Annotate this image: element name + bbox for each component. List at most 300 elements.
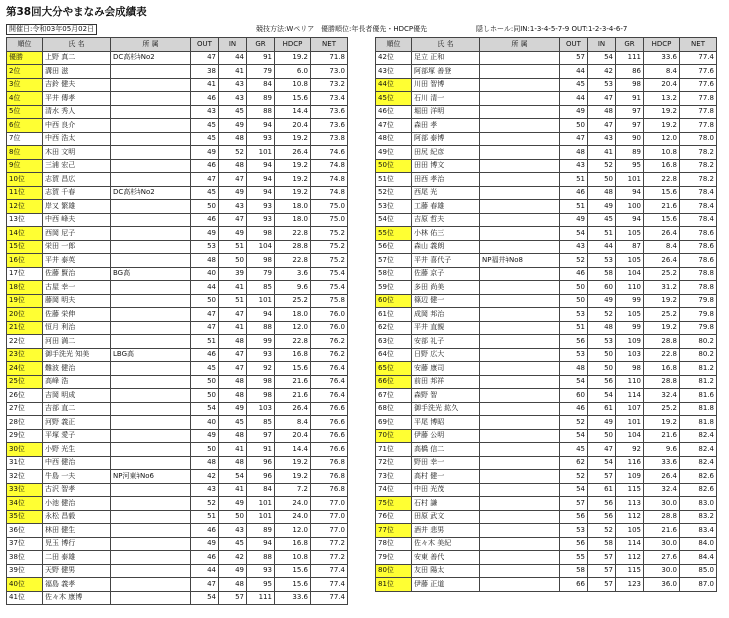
hdcp-cell: 15.6 [275, 564, 311, 578]
name-header: 氏 名 [412, 38, 480, 52]
net-cell: 77.6 [680, 65, 717, 79]
rank-cell: 56位 [376, 240, 412, 254]
out-score-cell: 62 [560, 456, 588, 470]
name-cell: 天野 健男 [43, 564, 111, 578]
rank-cell: 29位 [7, 429, 43, 443]
gross-cell: 99 [247, 335, 275, 349]
out-score-cell: 53 [560, 524, 588, 538]
net-cell: 83.0 [680, 497, 717, 511]
rank-cell: 31位 [7, 456, 43, 470]
out-score-cell: 43 [191, 105, 219, 119]
affiliation-cell [111, 551, 191, 565]
out-score-cell: 38 [191, 65, 219, 79]
table-row [376, 227, 717, 241]
affiliation-cell [480, 281, 560, 295]
gross-cell: 96 [247, 456, 275, 470]
in-score-cell: 54 [219, 470, 247, 484]
rank-cell: 73位 [376, 470, 412, 484]
name-cell: 日野 広大 [412, 348, 480, 362]
in-score-cell: 56 [588, 497, 616, 511]
out-score-cell: 44 [191, 281, 219, 295]
in-score-cell: 54 [588, 51, 616, 65]
in-score-cell: 57 [588, 564, 616, 578]
name-cell: 林田 健生 [43, 524, 111, 538]
name-cell: 高橋 信二 [412, 443, 480, 457]
in-score-cell: 52 [588, 524, 616, 538]
affiliation-cell [480, 429, 560, 443]
affiliation-cell [480, 578, 560, 592]
out-header: OUT [560, 38, 588, 52]
out-score-cell: 66 [560, 578, 588, 592]
out-score-cell: 40 [191, 416, 219, 430]
table-row [7, 119, 348, 133]
table-row [376, 200, 717, 214]
rank-cell: 69位 [376, 416, 412, 430]
affiliation-cell [480, 537, 560, 551]
out-score-cell: 49 [191, 146, 219, 160]
affiliation-cell [480, 321, 560, 335]
gross-cell: 94 [247, 119, 275, 133]
gross-cell: 93 [247, 213, 275, 227]
affiliation-cell: NP河東ｷNo6 [111, 470, 191, 484]
out-score-cell: 45 [560, 443, 588, 457]
table-row [376, 132, 717, 146]
rank-cell: 62位 [376, 321, 412, 335]
gross-cell: 109 [616, 470, 644, 484]
table-row [7, 443, 348, 457]
table-row [7, 294, 348, 308]
rank-cell: 36位 [7, 524, 43, 538]
gross-cell: 115 [616, 483, 644, 497]
affiliation-cell [111, 200, 191, 214]
gross-cell: 115 [616, 564, 644, 578]
affiliation-cell [480, 173, 560, 187]
table-row [376, 456, 717, 470]
out-score-cell: 44 [191, 564, 219, 578]
name-cell: 福島 義孝 [43, 578, 111, 592]
rank-cell: 4位 [7, 92, 43, 106]
out-score-cell: 50 [191, 443, 219, 457]
net-cell: 73.8 [311, 132, 348, 146]
rank-cell: 3位 [7, 78, 43, 92]
name-cell: 佐藤 賢治 [43, 267, 111, 281]
table-row [376, 105, 717, 119]
net-cell: 73.4 [311, 92, 348, 106]
out-score-cell: 43 [560, 240, 588, 254]
gross-cell: 91 [247, 443, 275, 457]
hdcp-cell: 30.0 [644, 537, 680, 551]
gross-cell: 104 [616, 267, 644, 281]
rank-cell: 34位 [7, 497, 43, 511]
gross-cell: 101 [247, 146, 275, 160]
rank-cell: 81位 [376, 578, 412, 592]
net-cell: 78.6 [680, 240, 717, 254]
hdcp-cell: 6.0 [275, 65, 311, 79]
name-cell: 吉岡 明成 [43, 389, 111, 403]
in-score-cell: 45 [219, 537, 247, 551]
rank-cell: 50位 [376, 159, 412, 173]
out-score-cell: 51 [560, 200, 588, 214]
out-score-cell: 52 [191, 497, 219, 511]
in-score-cell: 47 [219, 348, 247, 362]
table-row [7, 591, 348, 605]
affiliation-cell [111, 497, 191, 511]
affiliation-cell [111, 443, 191, 457]
hdcp-cell: 21.6 [644, 200, 680, 214]
rank-cell: 12位 [7, 200, 43, 214]
rank-cell: 23位 [7, 348, 43, 362]
in-score-cell: 45 [588, 213, 616, 227]
affiliation-cell [111, 510, 191, 524]
net-cell: 81.8 [680, 416, 717, 430]
gross-cell: 112 [616, 510, 644, 524]
rank-cell: 37位 [7, 537, 43, 551]
hdcp-cell: 36.0 [644, 578, 680, 592]
affiliation-cell [480, 483, 560, 497]
rank-cell: 70位 [376, 429, 412, 443]
gross-header: GR [616, 38, 644, 52]
table-row [376, 551, 717, 565]
affiliation-cell [480, 389, 560, 403]
name-cell: 古沢 智孝 [43, 483, 111, 497]
gross-cell: 104 [616, 429, 644, 443]
table-row [7, 362, 348, 376]
name-cell: 小池 健治 [43, 497, 111, 511]
gross-cell: 97 [247, 429, 275, 443]
out-score-cell: 44 [560, 65, 588, 79]
name-cell: 吉鈴 健夫 [43, 78, 111, 92]
in-score-cell: 58 [588, 537, 616, 551]
name-cell: 安部 礼子 [412, 335, 480, 349]
gross-cell: 89 [616, 146, 644, 160]
affiliation-cell [111, 578, 191, 592]
out-score-cell: 46 [191, 524, 219, 538]
net-cell: 73.2 [311, 78, 348, 92]
affiliation-cell [480, 146, 560, 160]
name-cell: 平尾 博昭 [412, 416, 480, 430]
in-header: IN [219, 38, 247, 52]
table-row [7, 389, 348, 403]
net-cell: 76.4 [311, 362, 348, 376]
table-row [7, 470, 348, 484]
rank-cell: 32位 [7, 470, 43, 484]
table-row [7, 51, 348, 65]
hdcp-header: HDCP [644, 38, 680, 52]
out-score-cell: 49 [191, 429, 219, 443]
rank-cell: 55位 [376, 227, 412, 241]
rank-cell: 65位 [376, 362, 412, 376]
name-cell: 中西 良介 [43, 119, 111, 133]
rank-cell: 78位 [376, 537, 412, 551]
ranking-priority: 優勝順位:年長者優先・HDCP優先 [321, 25, 428, 33]
out-score-cell: 52 [560, 470, 588, 484]
name-cell: 石村 謙 [412, 497, 480, 511]
affiliation-header: 所 属 [480, 38, 560, 52]
gross-cell: 113 [616, 497, 644, 511]
out-score-cell: 45 [191, 186, 219, 200]
affiliation-cell [480, 416, 560, 430]
hdcp-cell: 19.2 [275, 173, 311, 187]
table-row [7, 578, 348, 592]
hdcp-cell: 31.2 [644, 281, 680, 295]
gross-cell: 99 [616, 294, 644, 308]
gross-cell: 84 [247, 78, 275, 92]
hdcp-cell: 18.0 [275, 308, 311, 322]
name-cell: 小林 佑三 [412, 227, 480, 241]
hdcp-cell: 19.2 [644, 119, 680, 133]
hdcp-cell: 25.2 [644, 402, 680, 416]
out-score-cell: 46 [560, 186, 588, 200]
hdcp-cell: 33.6 [275, 591, 311, 605]
out-score-cell: 53 [560, 348, 588, 362]
name-cell: 阿部 泰博 [412, 132, 480, 146]
net-cell: 80.2 [680, 335, 717, 349]
rank-cell: 13位 [7, 213, 43, 227]
out-score-cell: 57 [560, 51, 588, 65]
hdcp-cell: 19.2 [275, 456, 311, 470]
table-row [376, 308, 717, 322]
affiliation-cell [111, 132, 191, 146]
name-cell: 二田 泰雄 [43, 551, 111, 565]
out-score-cell: 48 [191, 254, 219, 268]
affiliation-cell [111, 173, 191, 187]
net-cell: 76.8 [311, 456, 348, 470]
out-score-cell: 54 [560, 483, 588, 497]
hdcp-cell: 20.4 [275, 119, 311, 133]
net-cell: 78.8 [680, 267, 717, 281]
out-score-cell: 50 [191, 375, 219, 389]
rank-header: 順位 [7, 38, 43, 52]
in-score-cell: 48 [588, 105, 616, 119]
name-cell: 御手洗光 紘久 [412, 402, 480, 416]
net-cell: 75.2 [311, 227, 348, 241]
in-score-cell: 52 [588, 308, 616, 322]
gross-cell: 96 [247, 470, 275, 484]
table-row [376, 470, 717, 484]
name-cell: 吉部 直二 [43, 402, 111, 416]
name-cell: 伊藤 正道 [412, 578, 480, 592]
net-cell: 77.8 [680, 119, 717, 133]
gross-cell: 110 [616, 375, 644, 389]
in-score-cell: 47 [588, 92, 616, 106]
rank-cell: 44位 [376, 78, 412, 92]
rank-cell: 49位 [376, 146, 412, 160]
net-cell: 76.4 [311, 389, 348, 403]
hdcp-cell: 26.4 [275, 146, 311, 160]
name-cell: 安藤 康司 [412, 362, 480, 376]
hdcp-cell: 12.0 [275, 524, 311, 538]
out-score-cell: 45 [191, 362, 219, 376]
name-cell: 平井 泰英 [43, 254, 111, 268]
table-row [7, 497, 348, 511]
gross-cell: 92 [247, 362, 275, 376]
hdcp-cell: 22.8 [275, 227, 311, 241]
table-row [376, 213, 717, 227]
in-score-cell: 54 [588, 456, 616, 470]
affiliation-cell [480, 497, 560, 511]
out-score-cell: 46 [191, 159, 219, 173]
name-cell: 田原 武文 [412, 510, 480, 524]
net-cell: 87.0 [680, 578, 717, 592]
table-row [376, 524, 717, 538]
hdcp-cell: 32.4 [644, 389, 680, 403]
in-header: IN [588, 38, 616, 52]
hdcp-cell: 25.2 [275, 294, 311, 308]
in-score-cell: 49 [588, 200, 616, 214]
affiliation-cell [111, 537, 191, 551]
in-score-cell: 49 [219, 227, 247, 241]
affiliation-cell [111, 294, 191, 308]
out-score-cell: 52 [560, 416, 588, 430]
rank-cell: 43位 [376, 65, 412, 79]
hdcp-cell: 24.0 [275, 510, 311, 524]
rank-cell: 40位 [7, 578, 43, 592]
gross-cell: 91 [616, 92, 644, 106]
table-row [7, 402, 348, 416]
table-row [376, 537, 717, 551]
hdcp-cell: 19.2 [275, 132, 311, 146]
net-cell: 77.0 [311, 524, 348, 538]
rank-cell: 71位 [376, 443, 412, 457]
out-score-cell: 44 [560, 92, 588, 106]
hdcp-cell: 19.2 [275, 186, 311, 200]
table-row [376, 564, 717, 578]
hdcp-cell: 16.8 [644, 159, 680, 173]
net-cell: 74.8 [311, 173, 348, 187]
table-row [7, 308, 348, 322]
name-cell: 堀田 洋明 [412, 105, 480, 119]
out-score-cell: 52 [560, 254, 588, 268]
out-score-cell: 47 [191, 321, 219, 335]
table-row [376, 281, 717, 295]
affiliation-cell [111, 78, 191, 92]
table-row [376, 173, 717, 187]
name-cell: 平塚 愛子 [43, 429, 111, 443]
name-cell: 岸又 繁雄 [43, 200, 111, 214]
affiliation-cell [111, 92, 191, 106]
table-row [376, 416, 717, 430]
table-row [376, 146, 717, 160]
out-score-cell: 47 [191, 51, 219, 65]
net-cell: 75.0 [311, 213, 348, 227]
rank-cell: 59位 [376, 281, 412, 295]
name-cell: 阿部塚 善登 [412, 65, 480, 79]
in-score-cell: 48 [219, 335, 247, 349]
hdcp-cell: 9.6 [275, 281, 311, 295]
gross-cell: 103 [247, 402, 275, 416]
gross-cell: 95 [616, 159, 644, 173]
table-row [376, 497, 717, 511]
hdcp-cell: 28.8 [644, 510, 680, 524]
name-cell: 木田 文明 [43, 146, 111, 160]
name-cell: 多田 尚美 [412, 281, 480, 295]
in-score-cell: 47 [588, 443, 616, 457]
net-cell: 78.6 [680, 227, 717, 241]
rank-cell: 57位 [376, 254, 412, 268]
table-row [7, 240, 348, 254]
rank-cell: 46位 [376, 105, 412, 119]
out-score-cell: 51 [191, 335, 219, 349]
hdcp-cell: 19.2 [275, 470, 311, 484]
net-cell: 76.2 [311, 348, 348, 362]
name-cell: 御手洗光 知美 [43, 348, 111, 362]
hdcp-cell: 27.6 [644, 551, 680, 565]
gross-cell: 111 [616, 51, 644, 65]
name-cell: 篠辺 健一 [412, 294, 480, 308]
hdcp-cell: 19.2 [644, 416, 680, 430]
net-cell: 73.6 [311, 105, 348, 119]
in-score-cell: 48 [219, 429, 247, 443]
in-score-cell: 43 [219, 78, 247, 92]
name-cell: 中西 浩太 [43, 132, 111, 146]
affiliation-cell [480, 551, 560, 565]
out-score-cell: 53 [191, 240, 219, 254]
hdcp-cell: 20.4 [644, 78, 680, 92]
table-row [7, 551, 348, 565]
affiliation-cell [480, 240, 560, 254]
net-cell: 79.8 [680, 294, 717, 308]
gross-cell: 86 [616, 65, 644, 79]
rank-cell: 16位 [7, 254, 43, 268]
affiliation-cell [111, 564, 191, 578]
rank-cell: 7位 [7, 132, 43, 146]
rank-cell: 2位 [7, 65, 43, 79]
out-score-cell: 45 [191, 119, 219, 133]
table-row [7, 335, 348, 349]
affiliation-cell [480, 362, 560, 376]
table-row [7, 510, 348, 524]
net-cell: 79.8 [680, 321, 717, 335]
rank-cell: 22位 [7, 335, 43, 349]
affiliation-cell [480, 105, 560, 119]
affiliation-cell [480, 132, 560, 146]
net-cell: 76.8 [311, 470, 348, 484]
net-cell: 76.8 [311, 483, 348, 497]
gross-cell: 105 [616, 524, 644, 538]
table-row [7, 483, 348, 497]
out-score-cell: 58 [560, 564, 588, 578]
net-cell: 75.2 [311, 254, 348, 268]
affiliation-cell [111, 119, 191, 133]
rank-cell: 47位 [376, 119, 412, 133]
table-row [7, 65, 348, 79]
rank-cell: 52位 [376, 186, 412, 200]
table-row [376, 240, 717, 254]
in-score-cell: 48 [219, 375, 247, 389]
affiliation-cell: BG高 [111, 267, 191, 281]
name-cell: 森山 義朗 [412, 240, 480, 254]
rank-cell: 48位 [376, 132, 412, 146]
out-score-cell: 54 [560, 227, 588, 241]
hdcp-cell: 19.2 [275, 159, 311, 173]
gross-cell: 98 [616, 78, 644, 92]
hdcp-cell: 33.6 [644, 51, 680, 65]
out-score-cell: 54 [191, 591, 219, 605]
name-cell: 佐々木 美紀 [412, 537, 480, 551]
name-cell: 栄田 一郎 [43, 240, 111, 254]
rank-cell: 9位 [7, 159, 43, 173]
rank-cell: 45位 [376, 92, 412, 106]
hdcp-cell: 15.6 [644, 213, 680, 227]
in-score-cell: 41 [588, 146, 616, 160]
name-cell: 清水 秀人 [43, 105, 111, 119]
gross-cell: 93 [247, 348, 275, 362]
affiliation-cell [111, 159, 191, 173]
rank-cell: 51位 [376, 173, 412, 187]
net-cell: 78.0 [680, 132, 717, 146]
gross-cell: 101 [616, 173, 644, 187]
affiliation-header: 所 属 [111, 38, 191, 52]
